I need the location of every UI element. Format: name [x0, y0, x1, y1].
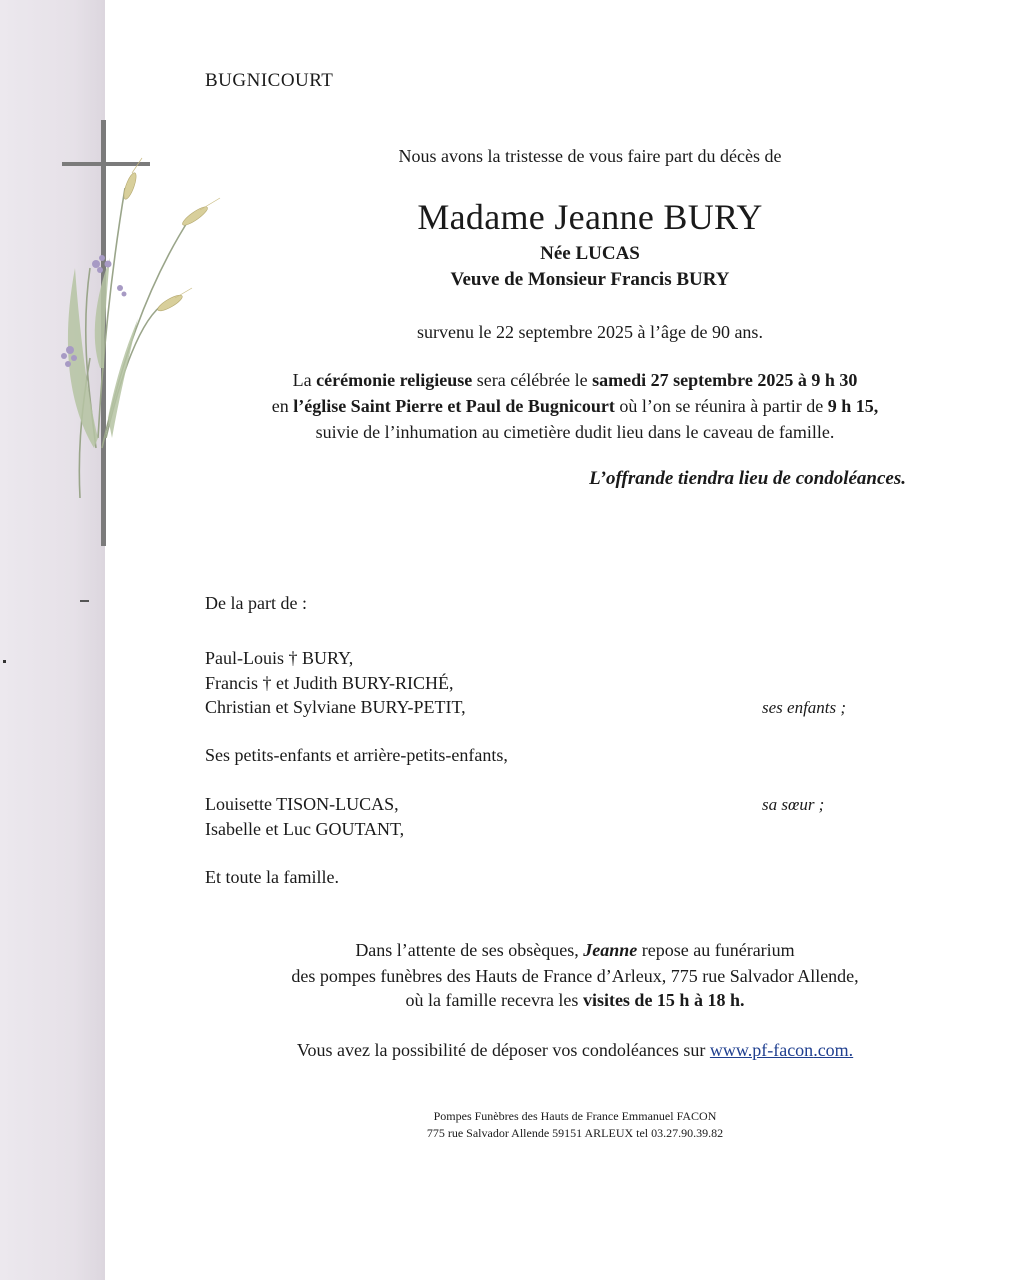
child-line-3: Christian et Sylviane BURY-PETIT,: [205, 697, 466, 717]
cross-icon: †: [288, 648, 298, 668]
children-relation: ses enfants ;: [762, 698, 847, 717]
ceremony-line-1: La cérémonie religieuse sera célébrée le samedi 27 septembre 2025 à 9 h 30: [292, 370, 858, 390]
funerarium-line-3: où la famille recevra les visites de 15 h à 18 h.: [405, 990, 745, 1010]
offering-note: L’offrande tiendra lieu de condoléances.: [589, 468, 906, 489]
wheat-awns: [132, 158, 220, 298]
funerarium-line-1: Dans l’attente de ses obsèques, Jeanne repose au funérarium: [355, 940, 795, 960]
death-date-line: survenu le 22 septembre 2025 à l’âge de 90 ans.: [417, 322, 763, 342]
child-line-2: Francis † et Judith BURY-RICHÉ,: [205, 673, 454, 693]
announcement-intro: Nous avons la tristesse de vous faire part du décès de: [398, 146, 782, 166]
footer-company: Pompes Funèbres des Hauts de France Emmanuel FACON: [433, 1109, 717, 1123]
grandchildren-line: Ses petits-enfants et arrière-petits-enfants,: [205, 745, 508, 765]
condolences-link-suffix[interactable]: .com.: [813, 1040, 854, 1060]
ceremony-line-2: en l’église Saint Pierre et Paul de Bugnicourt où l’on se réunira à partir de 9 h 15,: [271, 396, 879, 416]
sister-relation: sa sœur ;: [762, 795, 825, 814]
all-family-line: Et toute la famille.: [205, 867, 339, 887]
cross-icon: †: [262, 673, 272, 693]
funerarium-line-2: des pompes funèbres des Hauts de France d’Arleux, 775 rue Salvador Allende,: [291, 966, 859, 986]
condolences-link[interactable]: www.pf-facon: [709, 1040, 814, 1060]
town-name: BUGNICOURT: [205, 70, 334, 91]
condolences-line: Vous avez la possibilité de déposer vos condoléances sur www.pf-facon.com.: [296, 1040, 854, 1060]
widow-of: Veuve de Monsieur Francis BURY: [450, 269, 730, 290]
from-label: De la part de :: [205, 593, 307, 613]
child-line-1: Paul-Louis † BURY,: [205, 648, 354, 668]
sister-line-1: Louisette TISON-LUCAS,: [205, 794, 399, 814]
wheat-heads: [121, 171, 209, 313]
ceremony-line-3: suivie de l’inhumation au cimetière dudit lieu dans le caveau de famille.: [315, 422, 835, 442]
maiden-name: Née LUCAS: [540, 243, 640, 264]
deceased-name: Madame Jeanne BURY: [417, 197, 763, 237]
margin-dot: [3, 660, 6, 663]
margin-mark: [80, 600, 89, 602]
sister-line-2: Isabelle et Luc GOUTANT,: [205, 819, 405, 839]
cross-with-wheat-illustration: [50, 118, 240, 548]
footer-address: 775 rue Salvador Allende 59151 ARLEUX tel 03.27.90.39.82: [426, 1126, 724, 1140]
